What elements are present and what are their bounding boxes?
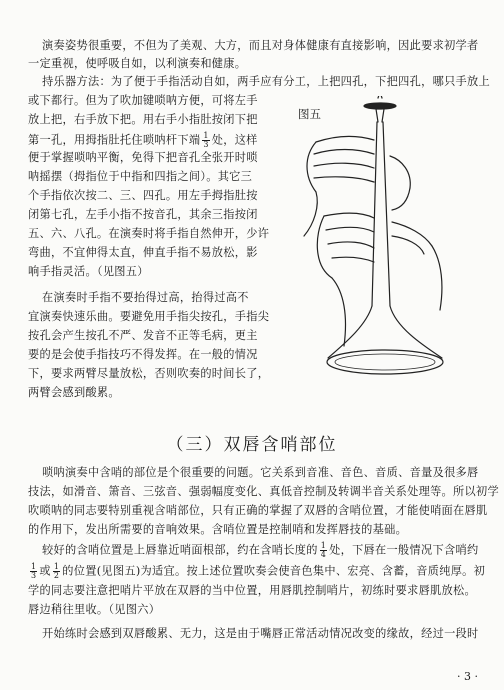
body-text-line: 唇边稍往里收。（见图六） bbox=[28, 603, 161, 616]
figure-label: 图五 bbox=[298, 107, 321, 121]
body-text-line: 技法，如滑音、箫音、三弦音、强弱幅度变化、真低音控制及转调半音关系处理等。所以初学 bbox=[28, 485, 499, 498]
body-text-line: 在演奏时手指不要抬得过高，抬得过高不 bbox=[42, 291, 249, 304]
body-text-line: 唢呐演奏中含哨的部位是个很重要的问题。它关系到音准、音色、音质、音量及很多唇 bbox=[42, 466, 479, 479]
fraction-denominator: 3 bbox=[203, 140, 209, 149]
body-text-line: 持乐器方法：为了便于手指活动自如，两手应有分工，上把四孔，下把四孔，哪只手放上 bbox=[42, 75, 491, 88]
fraction-numerator: 1 bbox=[320, 541, 327, 550]
body-text-line: 两臂会感到酸累。 bbox=[28, 386, 120, 399]
body-text-line: 演奏姿势很重要，不但为了美观、大方，而且对身体健康有直接影响，因此要求初学者 bbox=[42, 39, 479, 52]
body-text-line bbox=[42, 542, 478, 559]
body-text-fragment: 的位置(见图五)为适宜。按上述位置吹奏会使音色集中、宏亮、含蓄，音质纯厚。初 bbox=[62, 564, 486, 578]
fraction-one-third bbox=[202, 132, 209, 149]
body-text-fragment: 处，下唇在一般情况下含哨约 bbox=[329, 543, 479, 557]
body-text-line: 便于掌握唢呐平衡，免得下把音孔全张开时唢 bbox=[28, 151, 258, 164]
body-text-line: 放上把，右手放下把。用右手小指肚按闭下把 bbox=[28, 113, 258, 126]
body-text-line: 闭第七孔，左手小指不按音孔，其余三指按闭 bbox=[28, 208, 258, 221]
body-text-line: 开始练时会感到双唇酸累、无力，这是由于嘴唇正常活动情况改变的缘故，经过一段时 bbox=[42, 627, 479, 640]
body-text-line: 宜演奏快速乐曲。要避免用手指尖按孔，手指尖 bbox=[28, 310, 270, 323]
body-text-line: 或下都行。但为了吹加键唢呐方便，可将左手 bbox=[28, 94, 258, 107]
body-text-line: 吹唢呐的同志要特别重视含哨部位，只有正确的掌握了双唇的含哨位置，才能使哨面在唇肌 bbox=[28, 504, 488, 517]
body-text-line: 要的是会使手指技巧不得发挥。在一般的情况 bbox=[28, 348, 258, 361]
fraction-denominator: 4 bbox=[320, 550, 327, 559]
body-text-line: 响手指灵活。（见图五） bbox=[28, 265, 149, 278]
body-text-line bbox=[28, 563, 485, 580]
body-text-fragment: 或 bbox=[39, 564, 51, 578]
page-number: · 3 · bbox=[457, 670, 478, 683]
body-text-line: 呐摇摆（拇指位于中指和四指之间）。其它三 bbox=[28, 170, 253, 183]
section-heading: （三）双唇含哨部位 bbox=[166, 435, 338, 455]
body-text-fragment: 处，这样 bbox=[211, 133, 258, 147]
body-text-line: 五、六、八孔。在演奏时将手指自然伸开，少许 bbox=[28, 227, 270, 240]
fraction-numerator: 1 bbox=[53, 562, 60, 571]
fraction-denominator: 2 bbox=[53, 571, 60, 580]
body-text-line: 个手指依次按二、三、四孔。用左手拇指肚按 bbox=[28, 189, 258, 202]
body-text-line: 一定重视，使呼吸自如，以利演奏和健康。 bbox=[28, 57, 247, 70]
fraction-denominator: 3 bbox=[31, 571, 37, 580]
body-text-line: 的作用下，发出所需要的音响效果。含哨位置是控制哨和发挥唇技的基础。 bbox=[28, 523, 408, 536]
body-text-line bbox=[28, 132, 258, 149]
body-text-line: 学的同志要注意把哨片平放在双唇的当中位置，用唇肌控制哨片，初练时要求唇肌放松。 bbox=[28, 584, 477, 597]
body-text-line: 按孔会产生按孔不严、发音不正等毛病，更主 bbox=[28, 329, 258, 342]
body-text-fragment: 第一孔，用拇指肚托住唢呐杆下端 bbox=[28, 133, 201, 147]
body-text-line: 下，要求两臂尽量放松，否则吹奏的时间长了， bbox=[28, 367, 270, 380]
fraction-numerator: 1 bbox=[31, 562, 37, 571]
fraction-one-half bbox=[53, 563, 60, 580]
fraction-numerator: 1 bbox=[203, 131, 209, 140]
fraction-one-quarter bbox=[320, 542, 327, 559]
suona-hands-illustration bbox=[274, 96, 484, 386]
fraction-one-third bbox=[30, 563, 37, 580]
body-text-line: 弯曲，不宜伸得太直，伸直手指不易放松，影 bbox=[28, 246, 258, 259]
body-text-fragment: 较好的含哨位置是上唇靠近哨面根部，约在含哨长度的 bbox=[42, 543, 318, 557]
